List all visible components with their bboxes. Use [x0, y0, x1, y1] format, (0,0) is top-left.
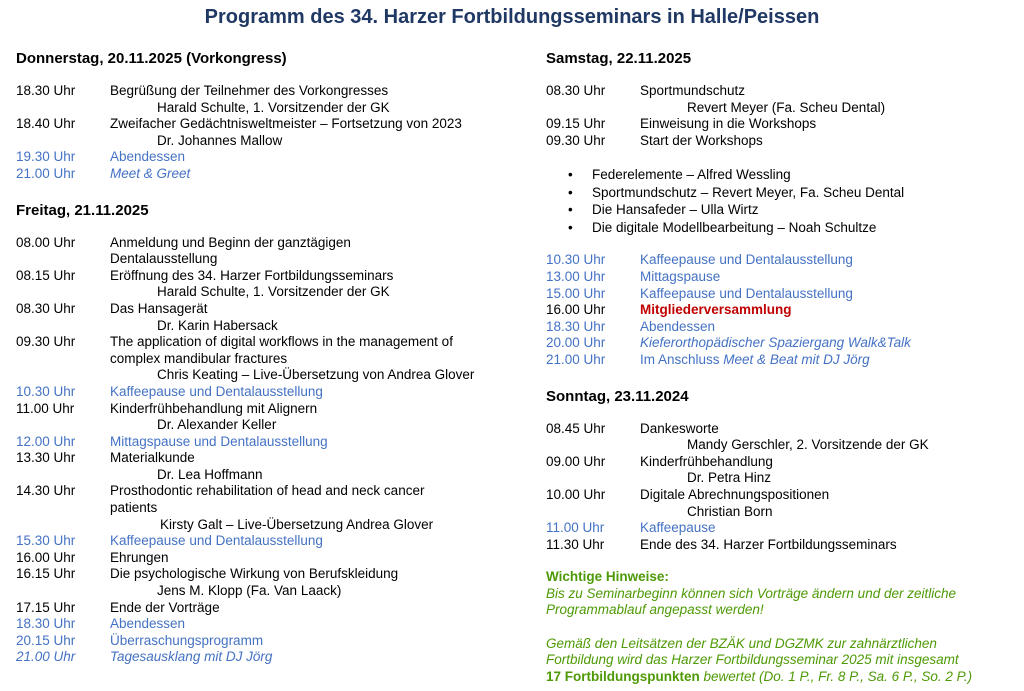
- schedule-row: 16.15 Uhr Die psychologische Wirkung von Berufskleidung Jens M. Klopp (Fa. Van Laack): [16, 566, 399, 599]
- schedule-row: 10.00 Uhr Digitale Abrechnungspositionen Christian Born: [546, 486, 830, 519]
- schedule-row: 19.30 Uhr Abendessen: [16, 149, 186, 165]
- schedule-row: 20.00 Uhr Kieferorthopädischer Spaziergang Walk&Talk: [546, 335, 911, 351]
- list-item: • Sportmundschutz – Revert Meyer, Fa. Scheu Dental: [592, 184, 1016, 202]
- right-column: [546, 48, 1016, 685]
- schedule-row: 18.30 Uhr Abendessen: [16, 616, 186, 632]
- schedule-row: 16.00 Uhr Mitgliederversammlung: [546, 302, 792, 318]
- day-heading-sunday: Sonntag, 23.11.2024: [546, 387, 689, 405]
- page-title: Programm des 34. Harzer Fortbildungsseminars in Halle/Peissen: [204, 6, 820, 28]
- schedule-row: 13.30 Uhr Materialkunde Dr. Lea Hoffmann: [16, 450, 263, 482]
- workshop-list: [546, 166, 1016, 236]
- schedule-row: 13.00 Uhr Mittagspause: [546, 268, 721, 284]
- schedule-row: 18.30 Uhr Abendessen: [546, 318, 716, 334]
- important-notes: Wichtige Hinweise: Bis zu Seminarbeginn können sich Vorträge ändern und der zeitliche Programmablauf angepasst werden! Gemäß den Leitsätzen der BZÄK und DGZMK zur zahnärztlichen Fortbildung wird das Harzer Fortbildungsseminar 2025 mit insgesamt 17 Fortbildungspunkten bewertet (Do. 1 P., Fr. 8 P., Sa. 6 P., So. 2 P.): [546, 569, 1016, 685]
- schedule-row: 09.30 Uhr The application of digital workflows in the management of complex mandibular fractures Chris Keating – Live-Übersetzung von Andrea Glover: [16, 334, 475, 383]
- schedule-row: 14.30 Uhr Prosthodontic rehabilitation of head and neck cancer patients Kirsty Galt – Live-Übersetzung Andrea Glover: [16, 483, 434, 532]
- schedule-row: 11.00 Uhr Kinderfrühbehandlung mit Alignern Dr. Alexander Keller: [16, 400, 318, 433]
- schedule-row: 08.30 Uhr Das Hansagerät Dr. Karin Habersack: [16, 300, 278, 333]
- schedule-row: 21.00 Uhr Meet & Greet: [16, 165, 191, 181]
- schedule-row: 21.00 Uhr Tagesausklang mit DJ Jörg: [16, 649, 273, 665]
- list-item: • Die digitale Modellbearbeitung – Noah Schultze: [592, 219, 1016, 237]
- schedule-row: 10.30 Uhr Kaffeepause und Dentalausstellung: [546, 252, 853, 268]
- schedule-row: 09.00 Uhr Kinderfrühbehandlung Dr. Petra Hinz: [546, 453, 773, 486]
- schedule-row: 17.15 Uhr Ende der Vorträge: [16, 599, 220, 615]
- list-item: • Federelemente – Alfred Wessling: [592, 166, 1016, 184]
- day-heading-friday: Freitag, 21.11.2025: [16, 201, 149, 219]
- list-item: • Die Hansafeder – Ulla Wirtz: [592, 201, 1016, 219]
- schedule-row: 08.45 Uhr Dankesworte Mandy Gerschler, 2. Vorsitzende der GK: [546, 420, 929, 453]
- schedule-row: 08.15 Uhr Eröffnung des 34. Harzer Fortbildungsseminars Harald Schulte, 1. Vorsitzender der GK: [16, 267, 394, 300]
- schedule-row: 16.00 Uhr Ehrungen: [16, 549, 169, 565]
- schedule-row: 09.30 Uhr Start der Workshops: [546, 132, 763, 148]
- schedule-row: 09.15 Uhr Einweisung in die Workshops: [546, 116, 817, 132]
- schedule-row: 21.00 Uhr Im Anschluss Meet & Beat mit DJ Jörg: [546, 351, 870, 367]
- left-column: [16, 48, 516, 666]
- day-heading-thursday: Donnerstag, 20.11.2025 (Vorkongress): [16, 50, 287, 67]
- day-heading-saturday: Samstag, 22.11.2025: [546, 50, 692, 67]
- schedule-row: 08.00 Uhr Anmeldung und Beginn der ganztägigen Dentalausstellung: [16, 234, 351, 267]
- schedule-row: 08.30 Uhr Sportmundschutz Revert Meyer (Fa. Scheu Dental): [546, 83, 886, 115]
- schedule-row: 11.30 Uhr Ende des 34. Harzer Fortbildungsseminars: [546, 536, 897, 552]
- schedule-row: 20.15 Uhr Überraschungsprogramm: [16, 632, 264, 648]
- schedule-row: 18.30 Uhr Begrüßung der Teilnehmer des Vorkongresses Harald Schulte, 1. Vorsitzender der GK: [16, 83, 390, 115]
- schedule-row: 10.30 Uhr Kaffeepause und Dentalausstellung: [16, 383, 323, 399]
- schedule-row: 12.00 Uhr Mittagspause und Dentalausstellung: [16, 433, 328, 449]
- schedule-row: 15.00 Uhr Kaffeepause und Dentalausstellung: [546, 285, 853, 301]
- schedule-row: 15.30 Uhr Kaffeepause und Dentalausstellung: [16, 533, 323, 549]
- notes-heading: Wichtige Hinweise:: [546, 569, 669, 585]
- schedule-row: 11.00 Uhr Kaffeepause: [546, 520, 716, 536]
- schedule-row: 18.40 Uhr Zweifacher Gedächtnisweltmeister – Fortsetzung von 2023 Dr. Johannes Mallow: [16, 116, 462, 148]
